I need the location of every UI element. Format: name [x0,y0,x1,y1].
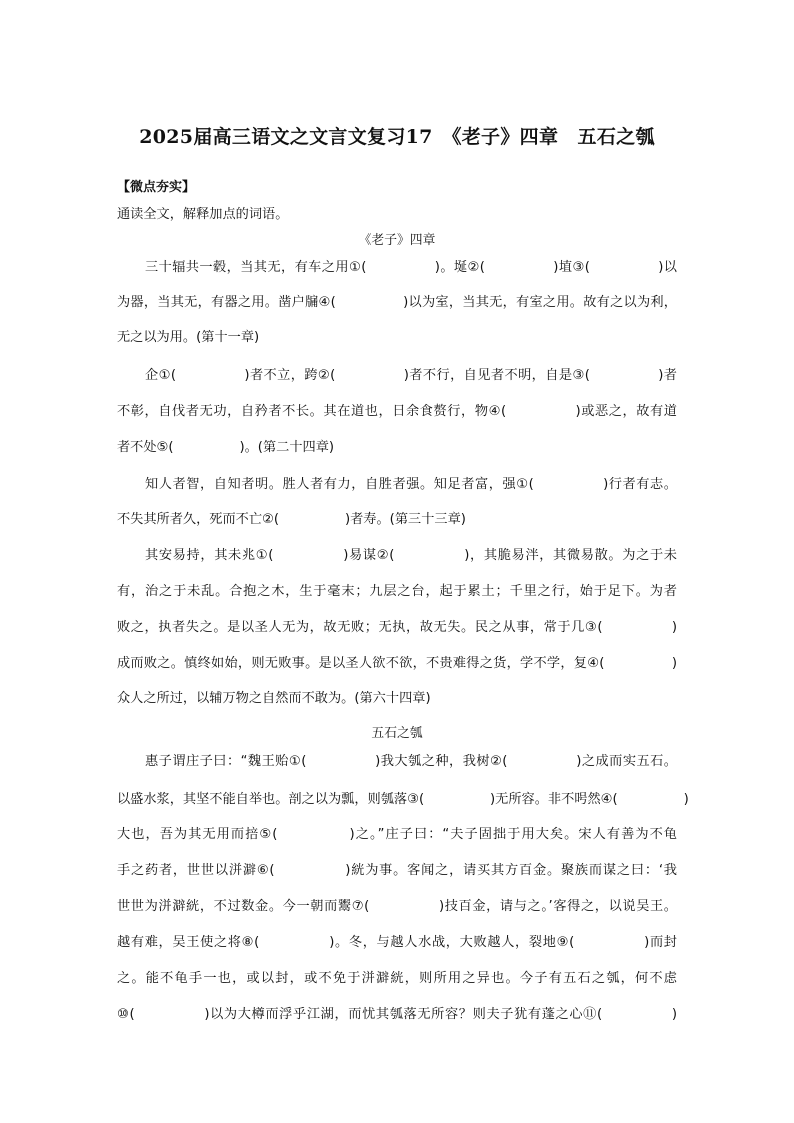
laozi-line: 其安易持，其未兆①( )易谋②( )，其脆易泮，其微易散。为之于未 [145,548,677,563]
wushi-line: 越有难，吴王使之将⑧( )。冬，与越人水战，大败越人，裂地⑨( )而封 [117,935,677,950]
wushi-line: 以盛水浆，其坚不能自举也。剖之以为瓢，则瓠落③( )无所容。非不呺然④( ) [117,792,689,807]
wushi-line: 大也，吾为其无用而掊⑤( )之。”庄子曰：“夫子固拙于用大矣。宋人有善为不龟 [117,827,677,842]
wushi-line: 之。能不龟手一也，或以封，或不免于洴澼絖，则所用之异也。今子有五石之瓠，何不虑 [117,971,677,986]
laozi-line: 不彰，自伐者无功，自矜者不长。其在道也，日余食赘行，物④( )或恶之，故有道 [117,404,677,419]
laozi-line: 无之以为用。(第十一章) [117,330,260,345]
laozi-line: 企①( )者不立，跨②( )者不行，自见者不明，自是③( )者 [145,368,677,383]
laozi-heading: 《老子》四章 [358,233,436,248]
wushi-heading: 五石之瓠 [371,726,423,741]
laozi-line: 败之，执者失之。是以圣人无为，故无败；无执，故无失。民之从事，常于几③( ) [117,620,677,635]
wushi-line: 惠子谓庄子曰：“魏王贻①( )我大瓠之种，我树②( )之成而实五石。 [145,754,677,769]
section-heading: 【微点夯实】 [117,180,196,195]
laozi-line: 众人之所过，以辅万物之自然而不敢为。(第六十四章) [117,691,431,706]
laozi-line: 三十辐共一毂，当其无，有车之用①( )。埏②( )埴③( )以 [145,260,677,275]
laozi-line: 者不处⑤( )。(第二十四章) [117,440,335,455]
wushi-line: 手之药者，世世以洴澼⑥( )絖为事。客闻之，请买其方百金。聚族而谋之曰：‘我 [117,863,677,878]
wushi-line: ⑩( )以为大樽而浮乎江湖，而忧其瓠落无所容？则夫子犹有蓬之心⑪( ) [117,1007,677,1022]
wushi-line: 世世为洴澼絖，不过数金。今一朝而鬻⑦( )技百金，请与之。’客得之，以说吴王。 [117,899,677,914]
instruction-text: 通读全文，解释加点的词语。 [117,207,289,222]
laozi-line: 有，治之于未乱。合抱之木，生于毫末；九层之台，起于累土；千里之行，始于足下。为者 [117,584,677,599]
laozi-line: 成而败之。慎终如始，则无败事。是以圣人欲不欲，不贵难得之货，学不学，复④( ) [117,656,677,671]
laozi-line: 不失其所者久，死而不亡②( )者寿。(第三十三章) [117,512,466,527]
laozi-line: 为器，当其无，有器之用。凿户牖④( )以为室，当其无，有室之用。故有之以为利， [117,295,677,310]
page-title: 2025届高三语文之文言文复习17 《老子》四章 五石之瓠 [139,126,655,148]
laozi-line: 知人者智，自知者明。胜人者有力，自胜者强。知足者富，强①( )行者有志。 [145,477,677,492]
